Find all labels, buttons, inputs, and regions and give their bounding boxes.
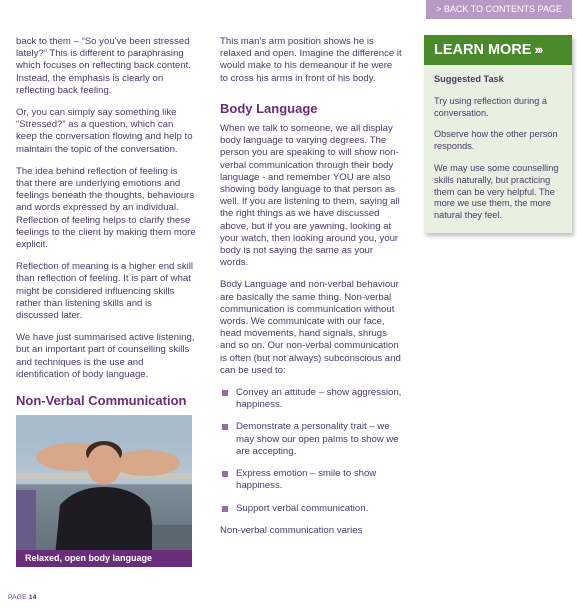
list-item: Support verbal communication. — [220, 503, 402, 515]
back-to-contents-button[interactable]: > BACK TO CONTENTS PAGE — [426, 0, 572, 19]
paragraph: When we talk to someone, we all display body language to varying degrees. The person you are speaking to will show non-verbal communication through their body language - and remember YOU are also showing body language to that person as well. If you are listening to them, saying all the right things as we have discussed above, but if you are yawning, looking at your watch, then looking around you, your body is not saying the same as your words. — [220, 123, 400, 269]
bullet-square-icon — [222, 390, 228, 396]
task-paragraph: Observe how the other person responds. — [434, 129, 558, 152]
list-item: Demonstrate a personality trait – we may show our open palms to show we are accepting. — [220, 421, 402, 458]
task-paragraph: Try using reflection during a conversation. — [434, 95, 548, 118]
photo-caption: Relaxed, open body language — [16, 550, 192, 567]
learn-more-panel — [424, 35, 572, 233]
section-heading-non-verbal: Non-Verbal Communication — [16, 393, 187, 409]
paragraph: The idea behind reflection of feeling is that there are underlying emotions and feelings beneath the thoughts, behaviours and words expressed by an individual. Reflection of feeling helps to clarify these feelings to the client by making them more explicit. — [16, 165, 196, 251]
task-paragraph: We may use some counselling skills naturally, but practicing them can be very helpful. The more we use them, the more natural they feel. — [434, 162, 559, 221]
bullet-square-icon — [222, 424, 228, 430]
bullet-square-icon — [222, 506, 228, 512]
list-item: Convey an attitude – show aggression, happiness. — [220, 387, 402, 411]
right-arm — [112, 450, 180, 476]
middle-column — [220, 36, 402, 547]
section-heading-body-language: Body Language — [220, 100, 318, 116]
paragraph: Or, you can simply say something like “Stressed?” as a question, which can keep the conversation flowing and help to maintain the topic of the conversation. — [16, 107, 193, 155]
paragraph: This man's arm position shows he is relaxed and open. Imagine the difference it would make to his demeanour if he were to cross his arms in front of his body. — [220, 36, 402, 84]
paragraph: Reflection of meaning is a higher end skill than reflection of feeling. It is part of what might be considered influencing skills rather than listening skills and is discussed later. — [16, 261, 194, 322]
page-number: PAGE 14 — [8, 594, 37, 601]
left-column — [16, 36, 196, 567]
face — [87, 445, 121, 485]
sky-area — [16, 415, 192, 445]
bullet-list — [220, 387, 402, 515]
bullet-square-icon — [222, 471, 228, 477]
list-item: Express emotion – smile to show happiness. — [220, 468, 402, 492]
paragraph: Non-verbal communication varies — [220, 524, 363, 536]
paragraph: back to them – “So you've been stressed lately?” This is different to paraphrasing which focuses on reflecting back content. Instead, the emphasis is clearly on reflecting back feeling. — [16, 36, 191, 96]
man-illustration — [16, 415, 192, 567]
photo-relaxed-man — [16, 415, 192, 567]
chevron-right-icon: ››› — [534, 42, 542, 57]
paragraph: Body Language and non-verbal behaviour are basically the same thing. Non-verbal communication is communication without words. We communicate with our face, head movements, hand signals, shrugs and so on. Our non-verbal communication is often (but not always) subconscious and can be used to: — [220, 279, 401, 376]
learn-more-header: LEARN MORE ››› — [424, 35, 572, 65]
suggested-task-title: Suggested Task — [434, 74, 504, 84]
paragraph: We have just summarised active listening, but an important part of counselling skills and techniques is the use and identification of body language. — [16, 332, 195, 380]
